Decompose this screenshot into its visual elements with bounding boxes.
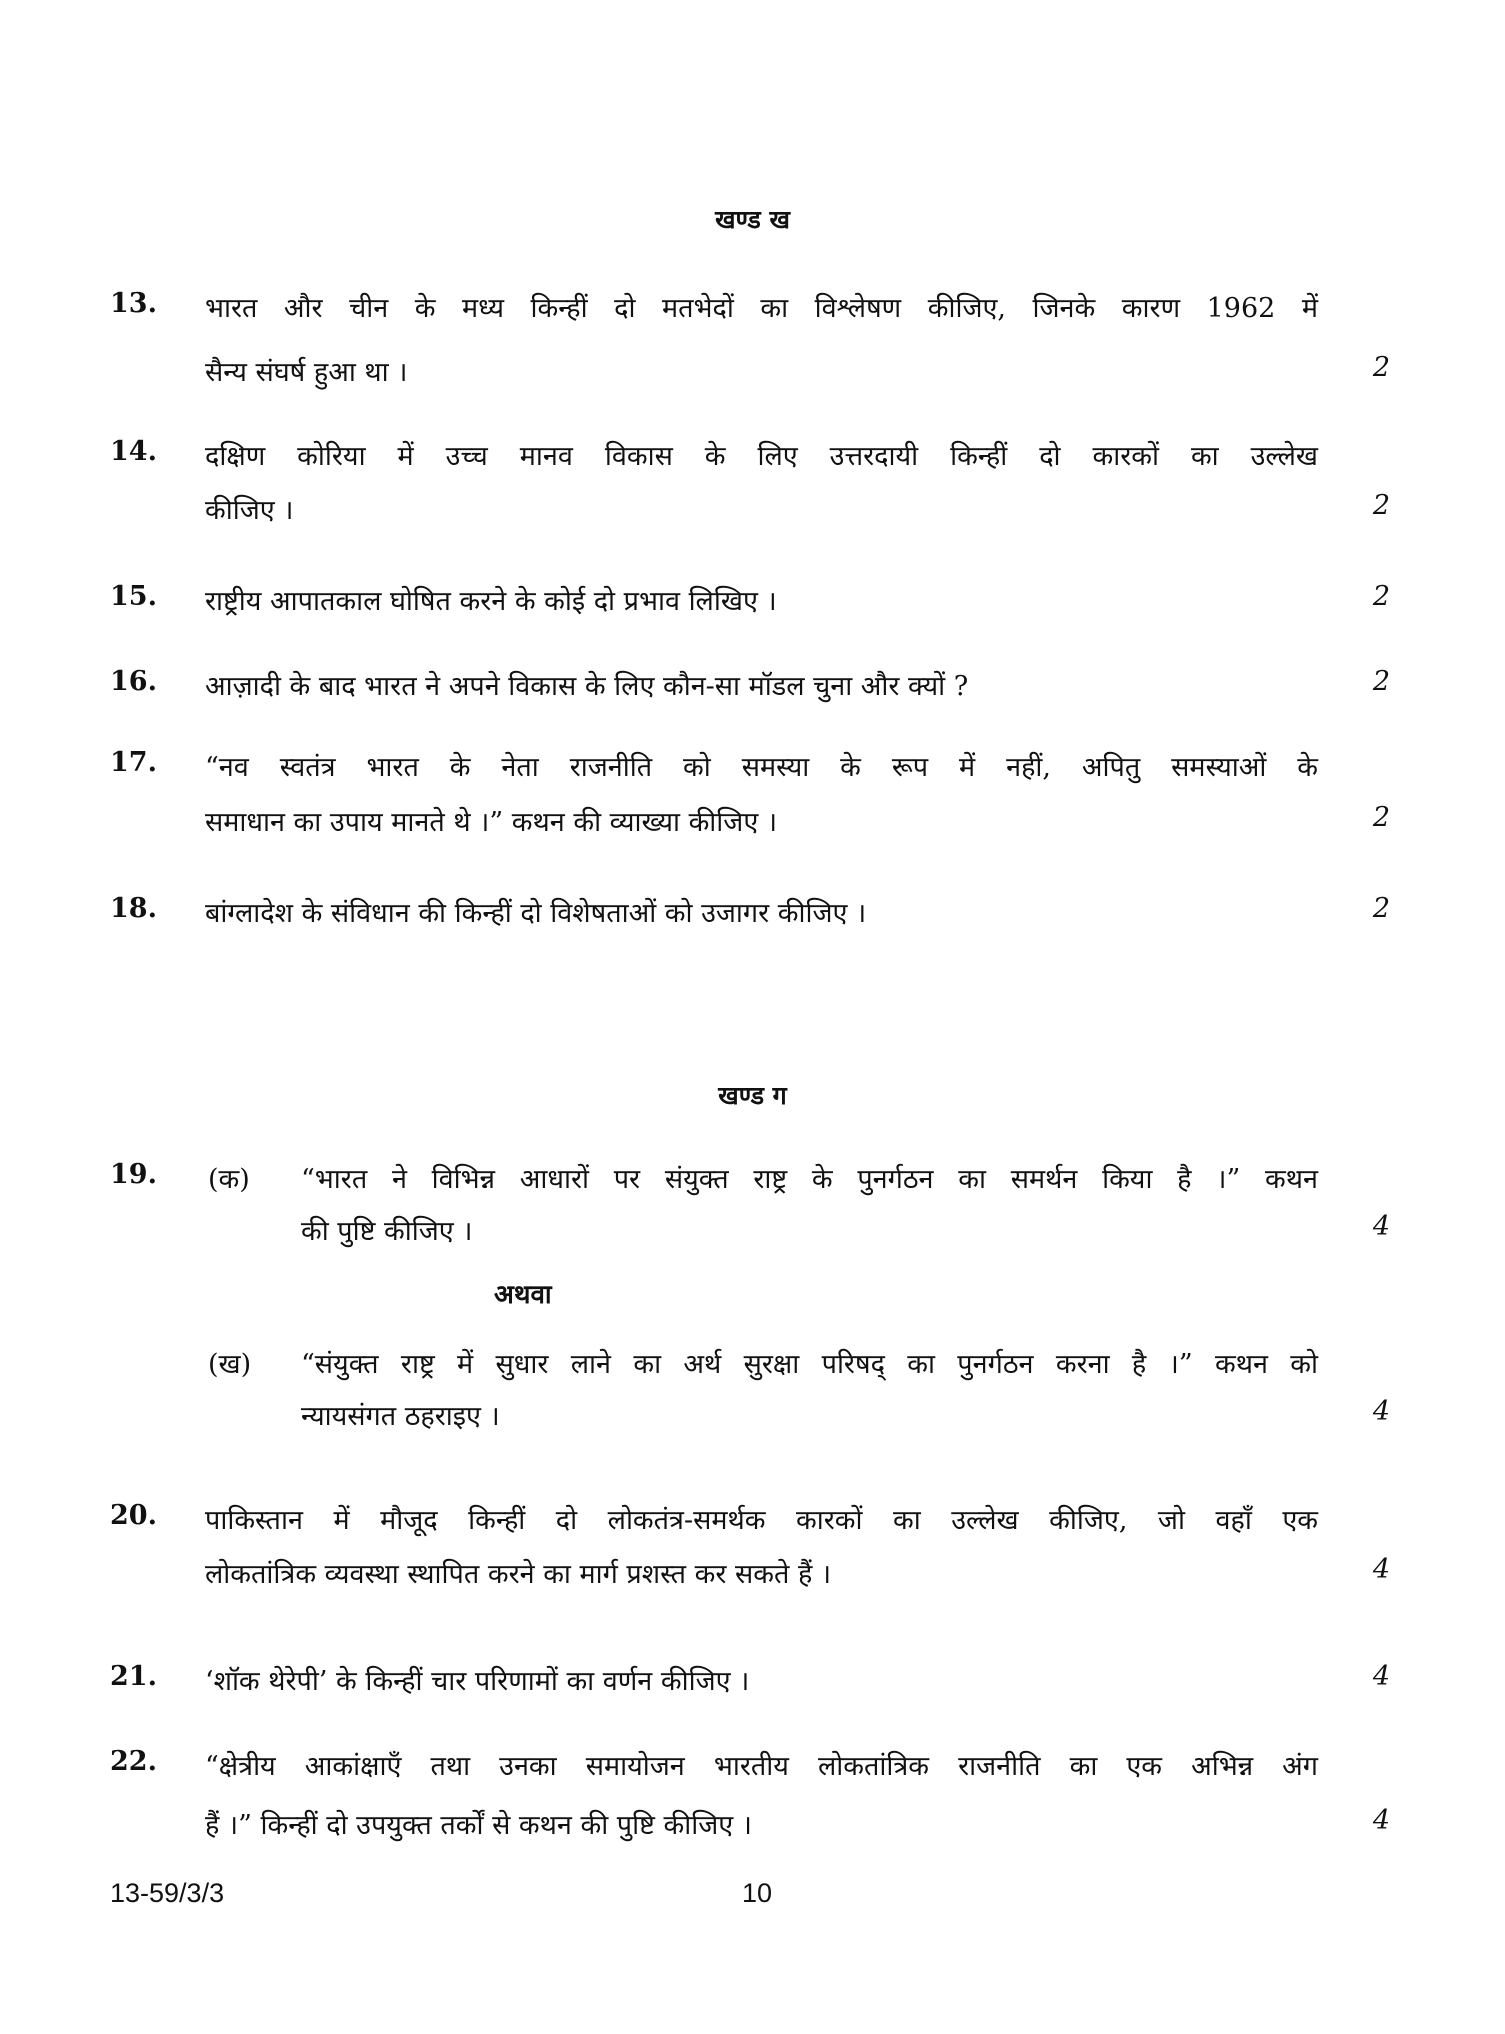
question-text-line: कीजिए । <box>205 495 294 526</box>
question-number: 15. <box>110 581 157 612</box>
question-text-line: न्यायसंगत ठहराइए । <box>301 1401 500 1432</box>
question-number: 21. <box>110 1661 157 1692</box>
or-separator: अथवा <box>494 1280 552 1310</box>
question-text-line: लोकतांत्रिक व्यवस्था स्थापित करने का मार्ग प्रशस्त कर सकते हैं । <box>205 1559 832 1590</box>
question-number: 17. <box>110 747 157 778</box>
question-marks: 4 <box>1372 1805 1390 1836</box>
question-marks: 2 <box>1372 666 1390 697</box>
question-text-line: की पुष्टि कीजिए । <box>301 1216 473 1247</box>
question-text-line: भारत और चीन के मध्य किन्हीं दो मतभेदों का विश्लेषण कीजिए, जिनके कारण 1962 में <box>205 293 1318 324</box>
question-text-line: आज़ादी के बाद भारत ने अपने विकास के लिए कौन-सा मॉडल चुना और क्यों ? <box>205 671 969 702</box>
question-text-line: बांग्लादेश के संविधान की किन्हीं दो विशेषताओं को उजागर कीजिए । <box>205 898 867 929</box>
question-marks: 4 <box>1372 1396 1390 1427</box>
question-text-line: हैं ।” किन्हीं दो उपयुक्त तर्कों से कथन की पुष्टि कीजिए । <box>205 1810 752 1841</box>
section-heading-c: खण्ड ग <box>718 1081 787 1110</box>
question-marks: 4 <box>1372 1211 1390 1242</box>
question-text-line: “भारत ने विभिन्न आधारों पर संयुक्त राष्ट्र के पुनर्गठन का समर्थन किया है ।” कथन <box>301 1164 1318 1195</box>
sub-question-label: (ख) <box>208 1349 252 1380</box>
question-marks: 2 <box>1372 352 1390 383</box>
question-marks: 2 <box>1372 490 1390 521</box>
question-number: 14. <box>110 436 157 467</box>
question-number: 16. <box>110 666 157 697</box>
question-text-line: “संयुक्त राष्ट्र में सुधार लाने का अर्थ सुरक्षा परिषद् का पुनर्गठन करना है ।” कथन को <box>301 1349 1318 1380</box>
question-text-line: ‘शॉक थेरेपी’ के किन्हीं चार परिणामों का वर्णन कीजिए । <box>205 1666 750 1697</box>
question-number: 20. <box>110 1500 157 1531</box>
question-number: 13. <box>110 288 157 319</box>
question-text-line: “नव स्वतंत्र भारत के नेता राजनीति को समस्या के रूप में नहीं, अपितु समस्याओं के <box>205 752 1318 783</box>
question-number: 19. <box>110 1159 157 1190</box>
question-text-line: सैन्य संघर्ष हुआ था । <box>205 357 408 388</box>
question-number: 18. <box>110 893 157 924</box>
question-text-line: पाकिस्तान में मौजूद किन्हीं दो लोकतंत्र-समर्थक कारकों का उल्लेख कीजिए, जो वहाँ एक <box>205 1505 1318 1536</box>
question-number: 22. <box>110 1746 157 1777</box>
question-text-line: राष्ट्रीय आपातकाल घोषित करने के कोई दो प्रभाव लिखिए । <box>205 586 777 617</box>
question-marks: 2 <box>1372 893 1390 924</box>
page-number: 10 <box>742 1878 773 1908</box>
question-marks: 2 <box>1372 581 1390 612</box>
section-heading-b: खण्ड ख <box>715 205 790 234</box>
question-marks: 2 <box>1372 802 1390 833</box>
question-marks: 4 <box>1372 1554 1390 1585</box>
question-marks: 4 <box>1372 1661 1390 1692</box>
question-text-line: समाधान का उपाय मानते थे ।” कथन की व्याख्या कीजिए । <box>205 807 778 838</box>
question-text-line: “क्षेत्रीय आकांक्षाएँ तथा उनका समायोजन भारतीय लोकतांत्रिक राजनीति का एक अभिन्न अंग <box>205 1751 1318 1782</box>
question-text-line: दक्षिण कोरिया में उच्च मानव विकास के लिए उत्तरदायी किन्हीं दो कारकों का उल्लेख <box>205 441 1318 472</box>
paper-code: 13-59/3/3 <box>110 1878 225 1908</box>
sub-question-label: (क) <box>208 1164 250 1195</box>
